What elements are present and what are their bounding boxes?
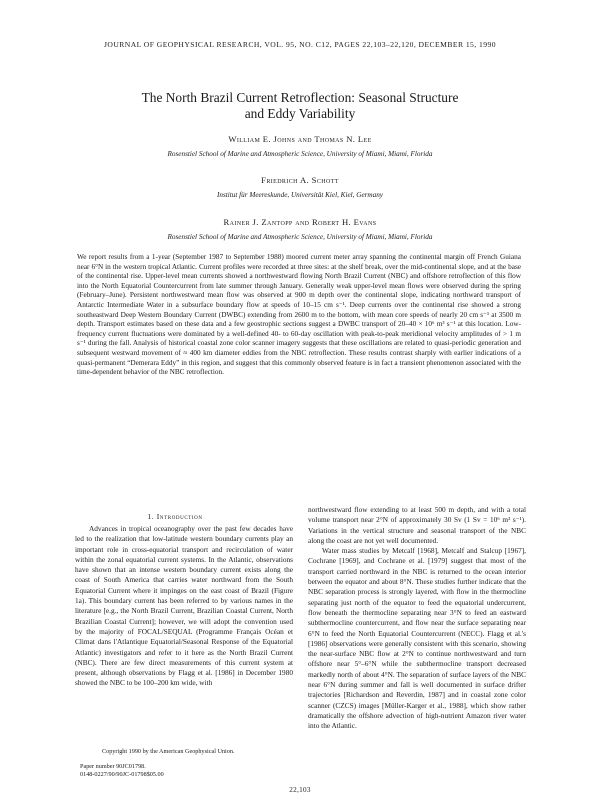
paper-number: Paper number 90JC01798.	[80, 762, 146, 770]
page-number: 22,103	[289, 786, 311, 794]
body-column-right	[308, 505, 526, 732]
author-names-3: Rainer J. Zantopp and Robert H. Evans	[223, 217, 377, 227]
body-paragraph: Water mass studies by Metcalf [1968], Metcalf and Stalcup [1967], Cochrane [1969], and Cochrane et al. [1979] suggest that most of the transport carried northward in the NBC is returned to the ocean interior between the equator and about 8°N. These studies further indicate that the NBC separation process is strongly layered, with flow in the thermocline separating just north of the equator to feed the equatorial undercurrent, flow beneath the thermocline separating near 3°N to feed an eastward subthermocline countercurrent, and flow near the surface separating near 6°N to feed the North Equatorial Countercurrent (NECC). Flagg et al.'s [1986] observations were generally consistent with this scenario, showing the near-surface NBC flow at 2°N to continue northwestward and turn offshore near 5°–6°N while the subthermocline transport decreased markedly north of about 4°N. The separation of surface layers of the NBC near 6°N during summer and fall is well documented in surface drifter trajectories [Richardson and Reverdin, 1987] and in coastal zone color scanner (CZCS) images [Müller-Karger et al., 1988], which show rather dramatically the offshore advection of high-nutrient Amazon river water into the Atlantic.	[308, 546, 526, 731]
body-column-left	[75, 524, 293, 689]
author-names-2: Friedrich A. Schott	[261, 175, 339, 185]
section-heading-introduction: 1. Introduction	[147, 512, 203, 521]
footnote	[80, 748, 290, 780]
paper-title-line-2: and Eddy Variability	[244, 106, 356, 121]
body-paragraph: Advances in tropical oceanography over the past few decades have led to the realization that low-latitude western boundary currents play an important role in cross-equatorial transport and recirculation of water within the zonal equatorial current systems. In the Atlantic, observations have shown that an intense western boundary current exists along the coast of South America that carries water northward from the South Equatorial Current where it impinges on the east coast of Brazil (Figure 1a). This boundary current has been referred to by various names in the literature [e.g., the North Brazil Current, Brazilian Coastal Current, North Brazilian Coastal Current]; however, we will adopt the convention used by the majority of FOCAL/SEQUAL (Programme Français Océan et Climat dans l'Atlantique Equatorial/Seasonal Response of the Equatorial Atlantic) investigators and refer to it here as the North Brazil Current (NBC). There are few direct measurements of this current system at present, although observations by Flagg et al. [1986] in December 1980 showed the NBC to be 100–200 km wide, with	[75, 524, 293, 688]
paper-title-line-1: The North Brazil Current Retroflection: Seasonal Structure	[141, 90, 459, 105]
journal-header: JOURNAL OF GEOPHYSICAL RESEARCH, VOL. 95, NO. C12, PAGES 22,103–22,120, DECEMBER 15, 1990	[104, 40, 496, 49]
paper-code: 0148-0227/90/90JC-01798$05.00	[80, 771, 164, 779]
paper-title	[60, 90, 540, 122]
body-paragraph: northwestward flow extending to at least 500 m depth, and with a total volume transport near 2°N of approximately 30 Sv (1 Sv = 10⁶ m³ s⁻¹). Variations in the vertical structure and seasonal transport of the NBC along the coast are not yet well documented.	[308, 505, 526, 545]
copyright-notice: Copyright 1990 by the American Geophysical Union.	[102, 748, 235, 755]
author-names-1: William E. Johns and Thomas N. Lee	[228, 134, 372, 144]
author-affiliation-1: Rosenstiel School of Marine and Atmospheric Science, University of Miami, Miami, Florida	[167, 150, 433, 158]
author-affiliation-2: Institut für Meereskunde, Universität Kiel, Kiel, Germany	[216, 191, 383, 199]
abstract: We report results from a 1-year (September 1987 to September 1988) moored current meter array spanning the continental margin off French Guiana near 6°N in the western tropical Atlantic. Current profiles were recorded at three sites: at the shelf break, over the mid-continental slope, and at the base of the continental rise. Upper-level mean currents showed a northwestward flowing North Brazil Current (NBC) and offshore retroflection of this flow into the North Equatorial Countercurrent from late summer through January. Generally weak upper-level mean flows were observed during the spring (February–June). Persistent northwestward mean flow was observed at 900 m depth over the continental slope, indicating northward transport of Antarctic Intermediate Water in a subsurface boundary flow at speeds of 10–15 cm s⁻¹. Deep currents over the continental rise showed a strong southeastward Deep Western Boundary Current (DWBC) extending from 2600 m to the bottom, with mean core speeds of nearly 20 cm s⁻¹ at 3500 m depth. Transport estimates based on these data and a few geostrophic sections suggest a DWBC transport of 20–40 × 10⁶ m³ s⁻¹ at this location. Low-frequency current fluctuations were dominated by a well-defined 40- to 60-day oscillation with peak-to-peak meridional velocity amplitudes of > 1 m s⁻¹ during the fall. Analysis of historical coastal zone color scanner imagery suggests that these oscillations are related to quasi-periodic generation and subsequent westward movement of ≈ 400 km diameter eddies from the NBC retroflection. These results contrast sharply with earlier indications of a quasi-permanent “Demerara Eddy” in this region, and suggest that this commonly observed feature is in fact a transient phenomenon associated with the time-dependent behavior of the NBC retroflection.	[77, 253, 521, 377]
author-affiliation-3: Rosenstiel School of Marine and Atmospheric Science, University of Miami, Miami, Florida	[167, 233, 433, 241]
